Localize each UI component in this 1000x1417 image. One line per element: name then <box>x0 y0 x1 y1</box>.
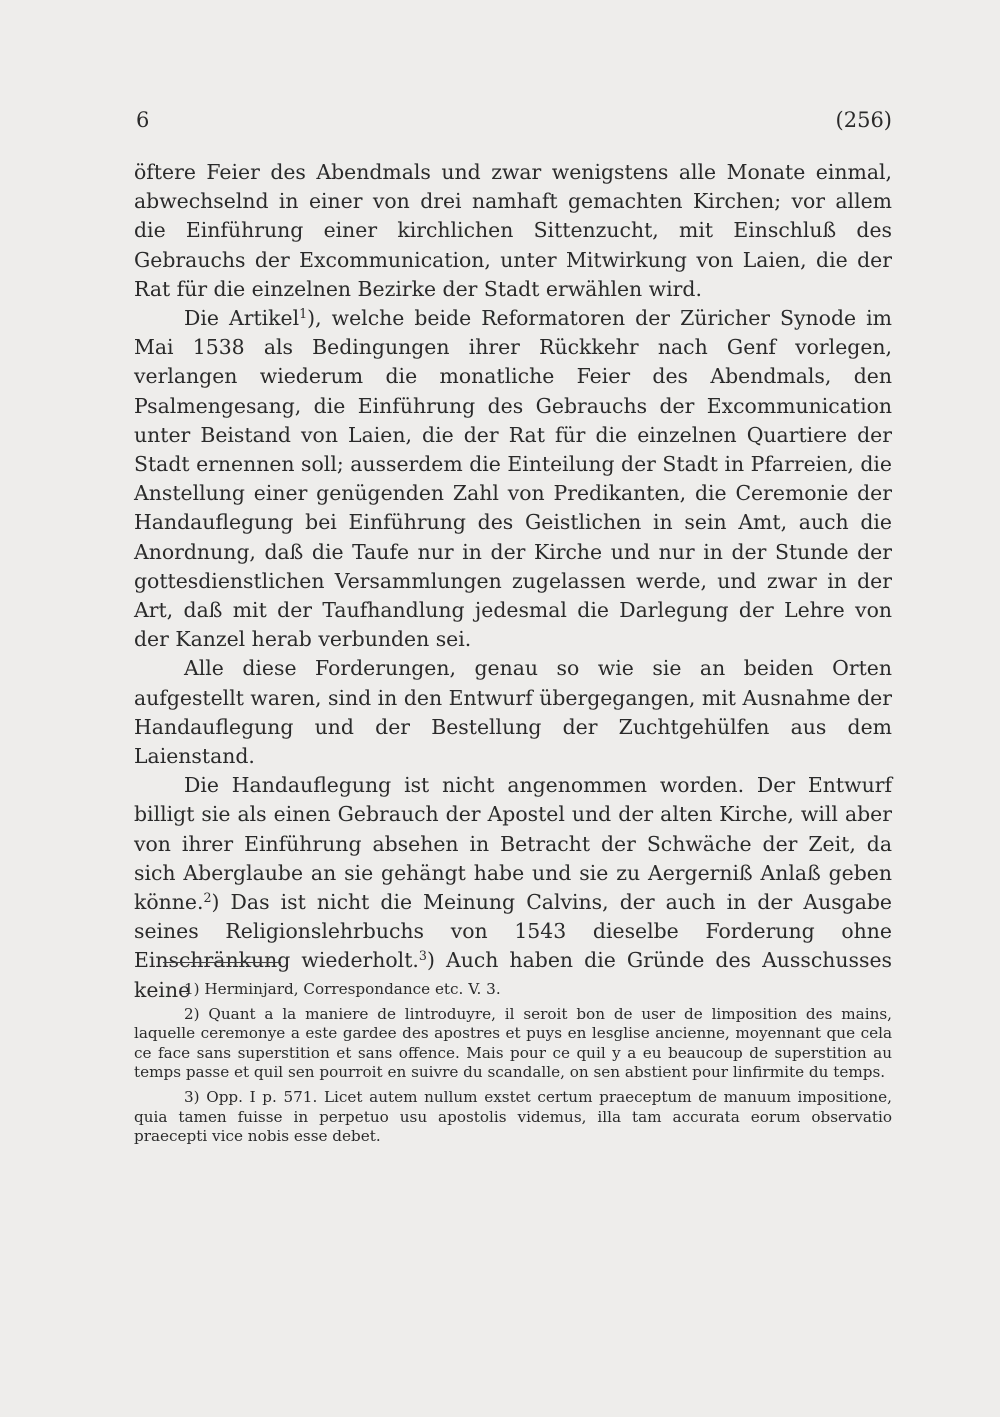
footnote-ref-2: 2 <box>203 890 212 906</box>
paragraph-4-text-a: Die Handauflegung ist nicht angenommen worden. Der Entwurf billigt sie als einen Gebrauch der Apostel und der alten Kirche, will aber von ihrer Einführung absehen in Betracht der Schwäche der Zeit, da sich Aberglaube an sie gehängt habe und sie zu Aergerniß Anlaß geben könne. <box>134 773 892 915</box>
paragraph-1: öftere Feier des Abendmals und zwar wenigstens alle Monate einmal, abwechselnd in einer von drei namhaft gemachten Kirchen; vor allem die Einführung einer kirchlichen Sittenzucht, mit Einschluß des Gebrauchs der Excommunication, unter Mitwirkung von Laien, die der Rat für die einzelnen Bezirke der Stadt erwählen wird. <box>134 160 892 301</box>
paragraph-4 <box>134 771 892 1005</box>
paragraph-4-text-b: ) Das ist nicht die Meinung Calvins, der auch in der Ausgabe seines Religionslehrbuchs von 1543 dieselbe Forderung ohne Einschränkung wiederholt. <box>134 890 892 973</box>
paragraph-3: Alle diese Forderungen, genau so wie sie an beiden Orten aufgestellt waren, sind in den Entwurf übergegangen, mit Ausnahme der Handauflegung und der Bestellung der Zuchtgehülfen aus dem Laienstand. <box>134 656 892 769</box>
footnote-ref-1: 1 <box>299 306 308 322</box>
footnote-1: 1) Herminjard, Correspondance etc. V. 3. <box>184 980 501 998</box>
original-page-number: (256) <box>835 108 892 132</box>
page-number: 6 <box>136 108 150 132</box>
paragraph-4-text-c: ) Auch haben die Gründe des Ausschusses keine <box>134 948 893 1002</box>
page-header <box>136 108 892 138</box>
footnote-2: 2) Quant a la maniere de lintroduyre, il seroit bon de user de limposition des mains, laquelle ceremonye a este gardee des apostres et puys en lesglise ancienne, moyennant que cela ce face sans superstition et sans offence. Mais pour ce quil y a eu beaucoup de superstition au temps passe et quil sen pourroit en suivre du scandalle, on sen abstient pour linfirmite du temps. <box>134 1004 892 1082</box>
paragraph-2 <box>134 304 892 654</box>
footnote-3: 3) Opp. I p. 571. Licet autem nullum exstet certum praeceptum de manuum impositione, quia tamen fuisse in perpetuo usu apostolis videmus, illa tam accurata eorum observatio praecepti vice nobis esse debet. <box>134 1087 892 1146</box>
main-text <box>134 158 892 1005</box>
paragraph-2-text-a: Die Artikel <box>184 306 300 331</box>
paragraph-2-text-b: ), welche beide Reformatoren der Züricher Synode im Mai 1538 als Bedingungen ihrer Rückkehr nach Genf vorlegen, verlangen wiederum die monatliche Feier des Abendmals, den Psalmengesang, die Einführung des Gebrauchs der Excommunication unter Beistand von Laien, die der Rat für die einzelnen Quartiere der Stadt ernennen soll; ausserdem die Einteilung der Stadt in Pfarreien, die Anstellung einer genügenden Zahl von Predikanten, die Ceremonie der Handauflegung bei Einführung des Geistlichen in sein Amt, auch die Anordnung, daß die Taufe nur in der Kirche und nur in der Stunde der gottesdienstlichen Versammlungen zugelassen werde, und zwar in der Art, daß mit der Taufhandlung jedesmal die Darlegung der Lehre von der Kanzel herab verbunden sei. <box>134 306 892 652</box>
footnote-divider <box>163 962 281 963</box>
footnotes <box>134 980 892 1152</box>
footnote-ref-3: 3 <box>418 948 427 964</box>
